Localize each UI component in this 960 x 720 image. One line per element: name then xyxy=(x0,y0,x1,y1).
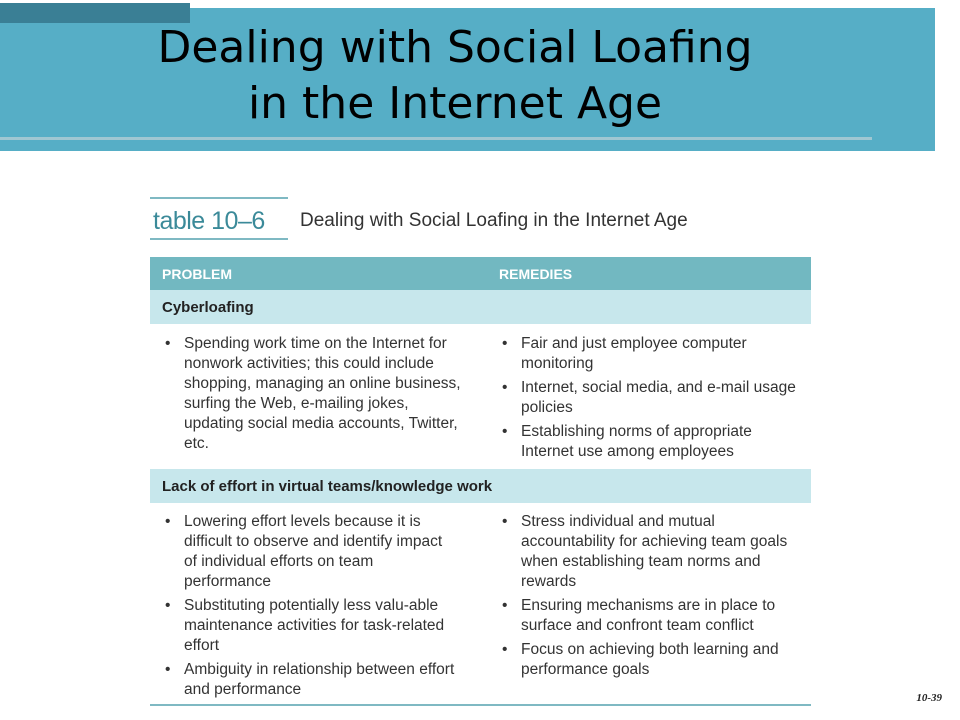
section-title: Lack of effort in virtual teams/knowledge work xyxy=(162,478,493,495)
section-row-virtual-teams xyxy=(150,469,811,503)
problem-cell xyxy=(162,512,457,704)
section-title: Cyberloafing xyxy=(162,299,254,316)
list-item: • Substituting potentially less valu-able maintenance activities for task-related effort xyxy=(165,597,445,654)
table-header-row xyxy=(150,257,811,290)
remedies-cell xyxy=(499,334,799,466)
list-item: • Establishing norms of appropriate Internet use among employees xyxy=(502,423,752,460)
problem-cell xyxy=(162,334,472,458)
slide-title-line-2: in the Internet Age xyxy=(247,78,663,129)
social-loafing-table xyxy=(150,257,811,706)
list-item: • Fair and just employee computer monitoring xyxy=(502,335,747,372)
table-number-box xyxy=(150,197,288,240)
list-item: • Focus on achieving both learning and performance goals xyxy=(502,641,779,678)
slide-title xyxy=(0,20,910,132)
header-remedies: REMEDIES xyxy=(499,266,573,282)
header-problem: PROBLEM xyxy=(162,266,232,282)
slide-number: 10-39 xyxy=(916,692,942,704)
list-item: • Ambiguity in relationship between effort and performance xyxy=(165,661,455,698)
list-item: • Spending work time on the Internet for nonwork activities; this could include shopping, managing an online business, surfing the Web, e-mailing jokes, updating social media accounts, Twitter, etc. xyxy=(165,335,461,452)
slide-title-line-1: Dealing with Social Loafing xyxy=(157,22,753,73)
list-item: • Lowering effort levels because it is difficult to observe and identify impact of individual efforts on team performance xyxy=(165,513,443,590)
list-item: • Stress individual and mutual accountability for achieving team goals when establishing team norms and rewards xyxy=(502,513,788,590)
banner-underline xyxy=(0,137,872,140)
section-row-cyberloafing xyxy=(150,290,811,324)
table-bottom-rule xyxy=(150,704,811,706)
table-title: Dealing with Social Loafing in the Internet Age xyxy=(300,210,688,231)
remedies-cell xyxy=(499,512,799,684)
table-number: table 10–6 xyxy=(153,207,265,235)
list-item: • Internet, social media, and e-mail usage policies xyxy=(502,379,796,416)
list-item: • Ensuring mechanisms are in place to surface and confront team conflict xyxy=(502,597,776,634)
table-caption xyxy=(150,197,830,242)
